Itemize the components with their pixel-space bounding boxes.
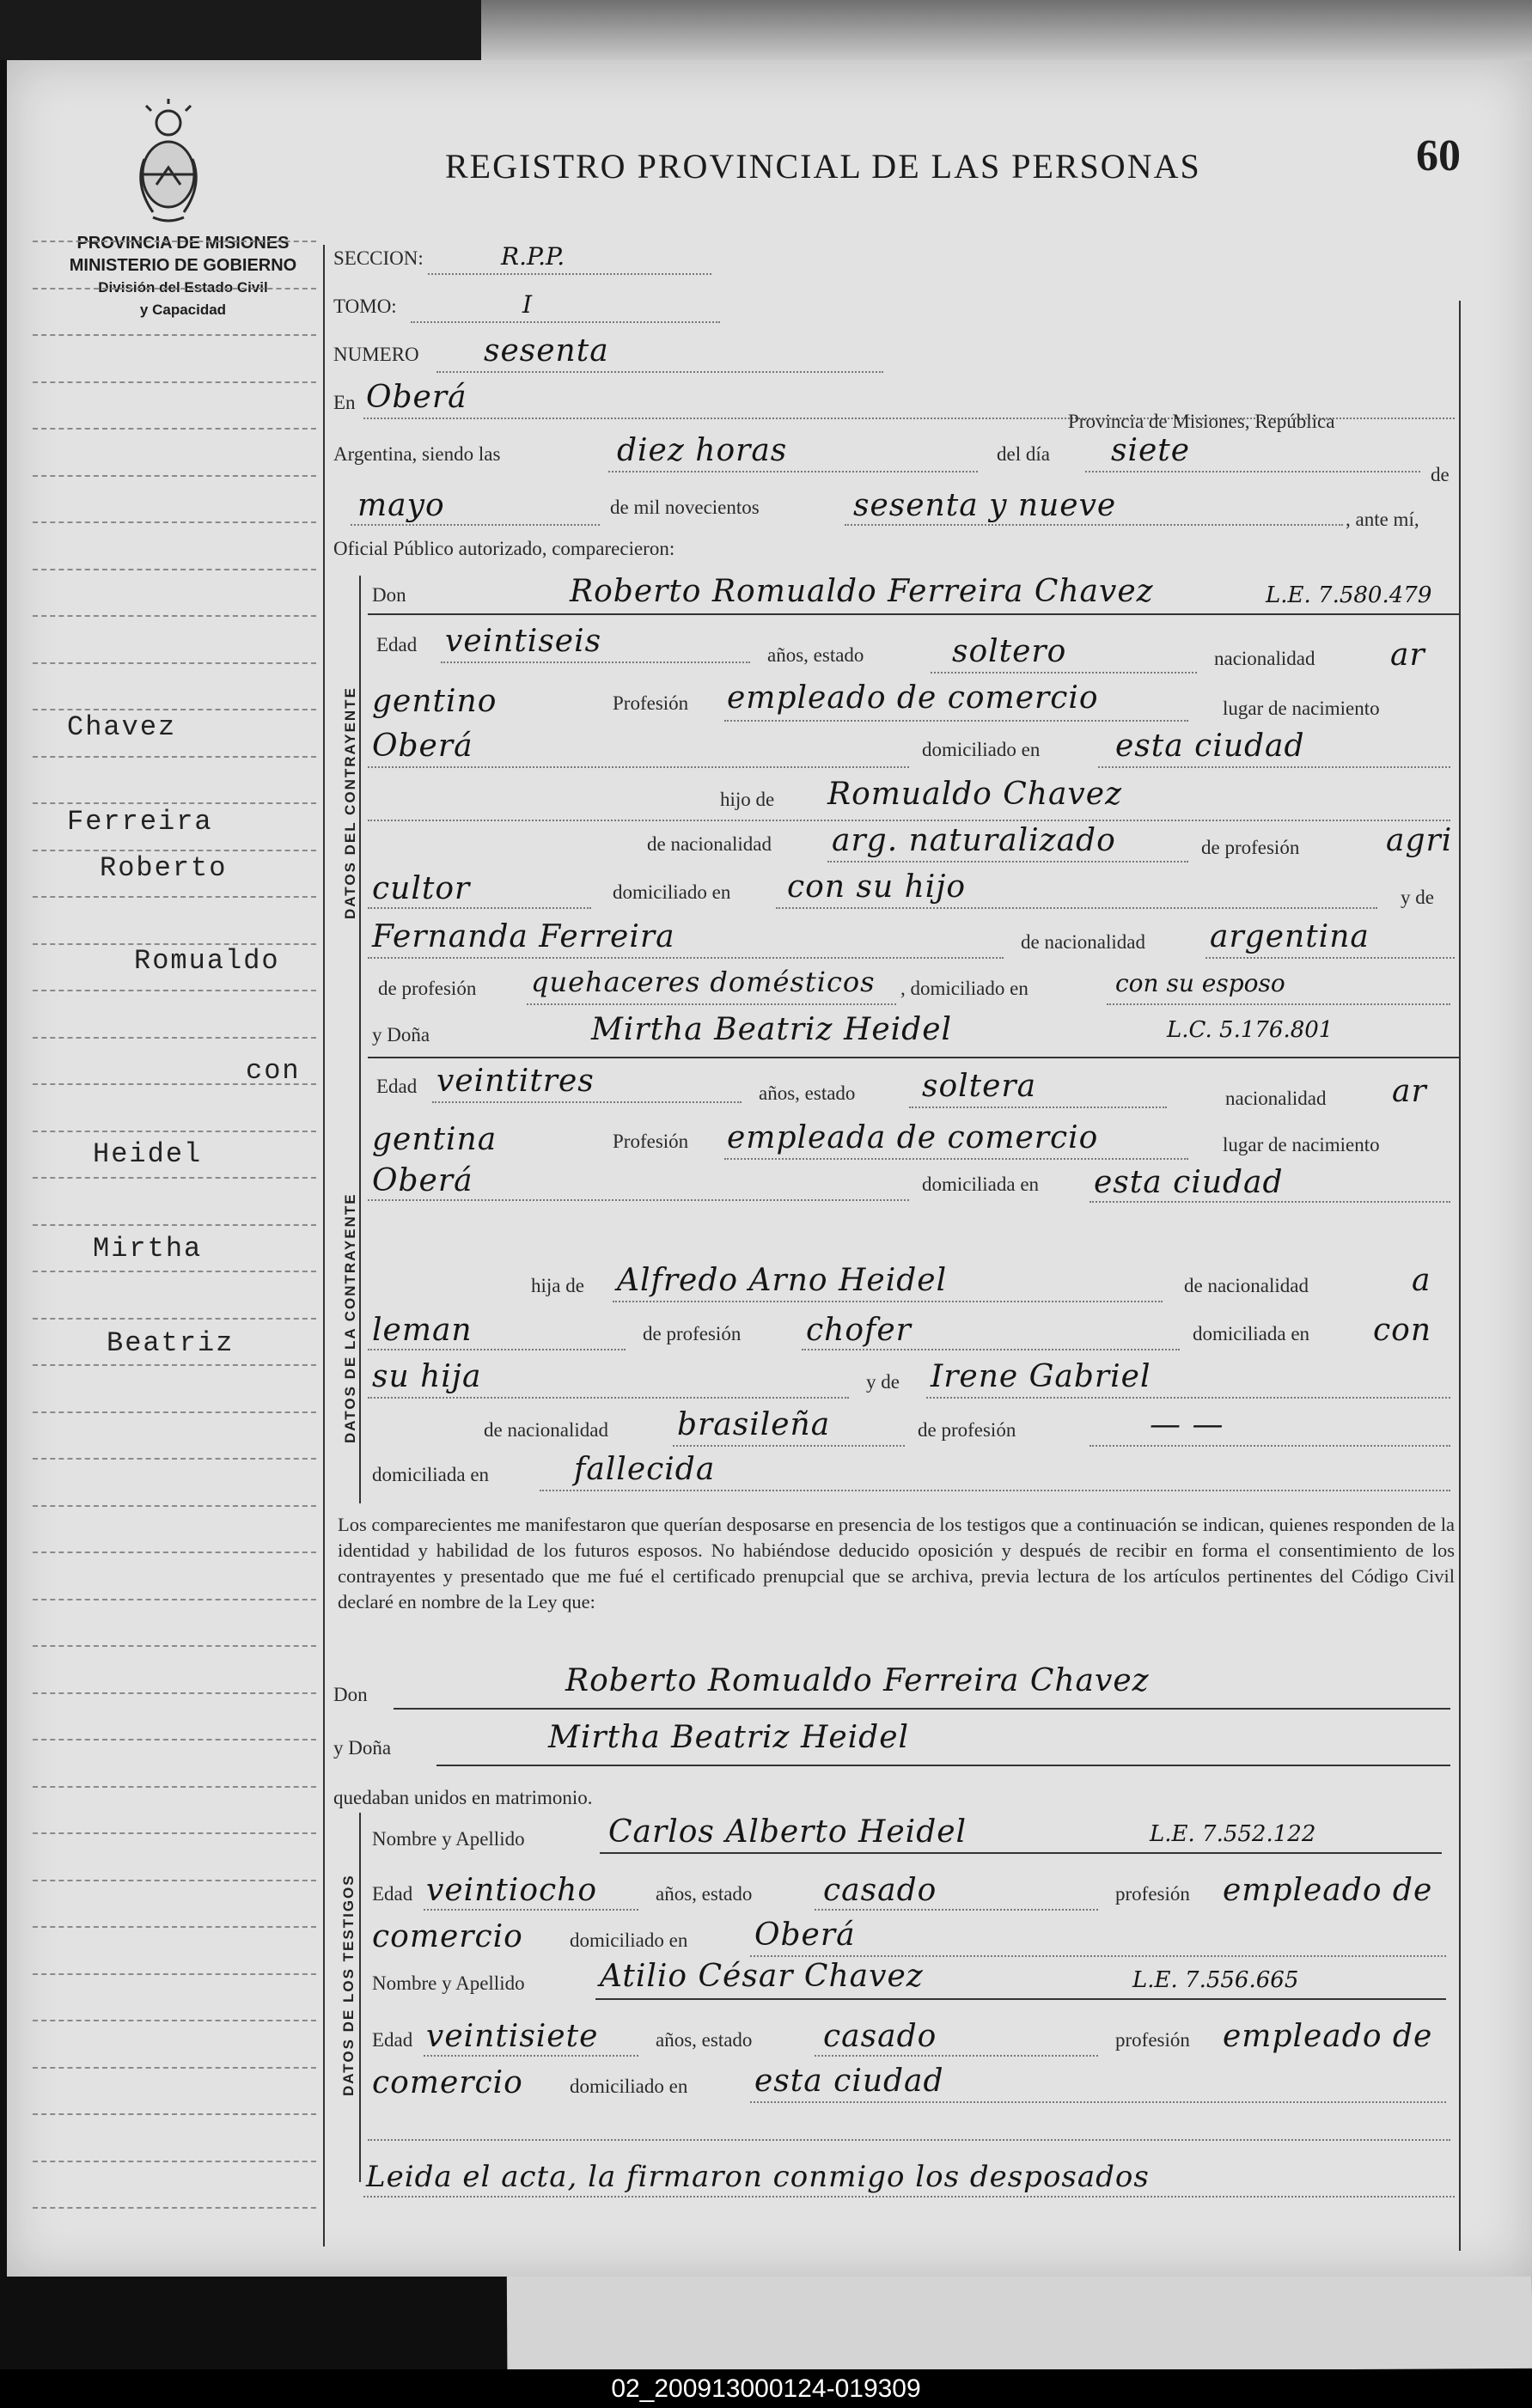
don-label: Don: [372, 584, 406, 606]
page-number: 60: [1416, 131, 1461, 180]
section-bracket: [359, 576, 361, 1074]
margin-ruling-line: [33, 896, 316, 898]
madre-prof-label-2: de profesión: [918, 1419, 1016, 1441]
hora-value: diez horas: [617, 433, 788, 468]
margin-ruling-line: [33, 1318, 316, 1320]
tomo-value: I: [522, 290, 533, 319]
margin-ruling-line: [33, 1411, 316, 1413]
margin-ruling-line: [33, 1786, 316, 1788]
org-header: [41, 232, 325, 321]
margin-ruling-line: [33, 475, 316, 477]
lugar-label: lugar de nacimiento: [1223, 698, 1380, 719]
t2-profession-part1: empleado de: [1223, 2019, 1433, 2054]
margin-ruling-line: [33, 756, 316, 758]
groom-mother-profession: quehaceres domésticos: [531, 966, 876, 998]
margin-ruling-line: [33, 381, 316, 383]
t1-edad-label: Edad: [372, 1883, 413, 1905]
t1-address: Oberá: [754, 1917, 856, 1953]
anio-value: sesenta y nueve: [853, 488, 1117, 523]
margin-ruling-line: [33, 521, 316, 523]
bride-nationality-part2: gentina: [372, 1122, 497, 1157]
tomo-label: TOMO:: [333, 296, 397, 317]
groom-mother-address: con su esposo: [1115, 969, 1285, 997]
declaration-paragraph: Los comparecientes me manifestaron que querían desposarse en presencia de los testigos que a continuación se indican, quienes responden de la identidad y habilidad de los futuros esposos. No habiéndose deducido oposición y después de recibir en forma el consentimiento de los contrayentes y presentado que me fué el certificado prenupcial que se archiva, previa lectura de los artículos pertinentes del Código Civil declaré en nombre de la Ley que:: [338, 1514, 1455, 1612]
margin-ruling-line: [33, 1926, 316, 1928]
margin-ruling-line: [33, 1458, 316, 1460]
margin-ruling-line: [33, 569, 316, 570]
margin-ruling-line: [33, 1692, 316, 1694]
groom-age: veintiseis: [445, 624, 602, 659]
decl-closing: quedaban unidos en matrimonio.: [333, 1787, 593, 1808]
bride-father-address-part1: con: [1373, 1313, 1432, 1348]
filename-label: 02_200913000124-019309: [611, 2374, 921, 2403]
oficial-text: Oficial Público autorizado, comparecieron:: [333, 538, 675, 559]
groom-father-address: con su hijo: [787, 869, 967, 905]
domiciliada-label: domiciliada en: [922, 1174, 1040, 1195]
section-label-contrayente-2: DATOS DE LA CONTRAYENTE: [342, 1192, 358, 1443]
t1-name: Carlos Alberto Heidel: [608, 1814, 967, 1850]
margin-ruling-line: [33, 1505, 316, 1507]
de-label: de: [1431, 464, 1450, 485]
ante-mi-label: , ante mí,: [1346, 509, 1419, 530]
t1-doc: L.E. 7.552.122: [1150, 1821, 1316, 1847]
padre-dom-label: domiciliada en: [1193, 1323, 1310, 1344]
bride-doc: L.C. 5.176.801: [1167, 1017, 1334, 1043]
margin-ruling-line: [33, 615, 316, 617]
margin-ruling-line: [33, 1364, 316, 1366]
margin-ruling-line: [33, 288, 316, 290]
domiciliado-en-label: domiciliado en: [613, 881, 731, 903]
bride-father: Alfredo Arno Heidel: [617, 1263, 948, 1298]
coat-of-arms-emblem: [127, 99, 210, 228]
margin-ruling-line: [33, 1880, 316, 1881]
t2-edad-label: Edad: [372, 2029, 413, 2051]
org-line-ministry: MINISTERIO DE GOBIERNO: [69, 256, 297, 275]
groom-father-profession-part2: cultor: [372, 871, 471, 906]
madre-dom-label-2: domiciliada en: [372, 1464, 490, 1485]
hijo-de-label: hijo de: [720, 789, 775, 810]
madre-dom-label: , domiciliado en: [900, 978, 1028, 999]
t2-estado-label: años, estado: [656, 2029, 753, 2051]
section-label-contrayente: DATOS DEL CONTRAYENTE: [342, 686, 358, 919]
bride-profession: empleada de comercio: [727, 1120, 1099, 1155]
profesion-label: Profesión: [613, 692, 689, 714]
margin-ruling-line: [33, 1224, 316, 1226]
t1-domiciliado-label: domiciliado en: [570, 1929, 688, 1951]
org-line-province: PROVINCIA DE MISIONES: [76, 234, 290, 253]
nacionalidad-label-2: nacionalidad: [1225, 1088, 1327, 1109]
anios-estado-label-2: años, estado: [759, 1082, 856, 1104]
margin-ruling-line: [33, 2207, 316, 2209]
margin-ruling-line: [33, 1037, 316, 1039]
t1-status: casado: [823, 1873, 937, 1908]
margin-note: Chavez: [67, 711, 177, 743]
groom-name: Roberto Romualdo Ferreira Chavez: [570, 574, 1154, 609]
t2-address: esta ciudad: [754, 2064, 944, 2099]
en-label: En: [333, 392, 356, 413]
margin-ruling-line: [33, 802, 316, 804]
section-label-testigos: DATOS DE LOS TESTIGOS: [340, 1874, 357, 2096]
groom-mother-nationality: argentina: [1210, 919, 1370, 954]
bride-address: esta ciudad: [1094, 1165, 1284, 1200]
t1-nombre-label: Nombre y Apellido: [372, 1828, 525, 1850]
numero-value: sesenta: [484, 333, 609, 369]
en-value: Oberá: [366, 380, 467, 415]
domiciliado-label: domiciliado en: [922, 739, 1041, 760]
org-line-division: División del Estado Civil: [98, 279, 268, 296]
margin-ruling-line: [33, 1973, 316, 1975]
profesion-label-2: Profesión: [613, 1131, 689, 1152]
bride-father-profession: chofer: [806, 1313, 912, 1348]
groom-marital-status: soltero: [952, 634, 1067, 669]
t1-estado-label: años, estado: [656, 1883, 753, 1905]
groom-father-nationality: arg. naturalizado: [832, 823, 1116, 858]
margin-ruling-line: [33, 1177, 316, 1179]
margin-ruling-line: [33, 1271, 316, 1272]
groom-mother: Fernanda Ferreira: [372, 919, 675, 954]
t1-profession-part2: comercio: [372, 1919, 523, 1954]
de-nac-label-2: de nacionalidad: [1184, 1275, 1309, 1296]
margin-ruling-line: [33, 1832, 316, 1834]
seccion-label: SECCION:: [333, 247, 424, 269]
filename-bar: [0, 2369, 1532, 2408]
underlying-page-top: [481, 0, 1532, 69]
margin-ruling-line: [33, 1645, 316, 1647]
margin-ruling-line: [33, 334, 316, 336]
groom-father-profession-part1: agri: [1386, 823, 1453, 858]
decl-dona-label: y Doña: [333, 1737, 392, 1759]
groom-doc: L.E. 7.580.479: [1266, 582, 1432, 608]
groom-father: Romualdo Chavez: [827, 777, 1123, 812]
margin-note: Romualdo: [134, 945, 280, 977]
bride-father-nationality-part1: a: [1412, 1263, 1431, 1298]
t2-doc: L.E. 7.556.665: [1132, 1967, 1299, 1993]
t2-status: casado: [823, 2019, 937, 2054]
hija-de-label: hija de: [531, 1275, 584, 1296]
margin-note: Beatriz: [107, 1327, 235, 1359]
margin-ruling-line: [33, 2020, 316, 2021]
numero-label: NUMERO: [333, 344, 419, 365]
bride-father-nationality-part2: leman: [372, 1313, 473, 1348]
page-title: REGISTRO PROVINCIAL DE LAS PERSONAS: [445, 147, 1201, 186]
t1-profession-part1: empleado de: [1223, 1873, 1433, 1908]
bride-nationality-part1: ar: [1392, 1074, 1427, 1109]
margin-note: Roberto: [100, 852, 228, 884]
provincia-text: Provincia de Misiones, República: [1068, 411, 1335, 432]
groom-profession: empleado de comercio: [727, 680, 1099, 716]
margin-ruling-line: [33, 1739, 316, 1740]
margin-ruling-line: [33, 2161, 316, 2162]
margin-note: Ferreira: [67, 806, 213, 838]
bride-mother-address: fallecida: [574, 1452, 716, 1487]
margin-note: Heidel: [93, 1138, 203, 1170]
groom-nationality-part1: ar: [1390, 637, 1425, 673]
de-nac-label: de nacionalidad: [647, 833, 772, 855]
t2-nombre-label: Nombre y Apellido: [372, 1972, 525, 1994]
edad-label-2: Edad: [376, 1076, 418, 1097]
margin-ruling-line: [33, 1131, 316, 1132]
bride-mother-nationality: brasileña: [677, 1407, 831, 1442]
groom-birthplace: Oberá: [372, 728, 473, 764]
madre-nac-label: de nacionalidad: [1021, 931, 1145, 953]
margin-ruling-line: [33, 990, 316, 991]
margin-ruling-line: [33, 850, 316, 851]
bride-age: veintitres: [436, 1064, 595, 1099]
bride-birthplace: Oberá: [372, 1163, 473, 1198]
t1-profesion-label: profesión: [1115, 1883, 1190, 1905]
section-bracket: [359, 1074, 361, 1503]
decl-don-label: Don: [333, 1684, 368, 1705]
y-de-label-2: y de: [866, 1371, 900, 1393]
margin-ruling-line: [33, 2113, 316, 2115]
de-mil-label: de mil novecientos: [610, 497, 760, 518]
argentina-text: Argentina, siendo las: [333, 443, 501, 465]
dona-label: y Doña: [372, 1024, 430, 1045]
margin-ruling-line: [33, 241, 316, 242]
margin-note: Mirtha: [93, 1233, 203, 1265]
bride-mother: Irene Gabriel: [931, 1359, 1151, 1394]
org-line-capacity: y Capacidad: [139, 302, 227, 318]
bride-mother-profession: — —: [1150, 1407, 1224, 1442]
seccion-value: R.P.P.: [501, 242, 565, 271]
madre-nac-label-2: de nacionalidad: [484, 1419, 608, 1441]
mes-value: mayo: [357, 488, 445, 523]
margin-ruling-line: [33, 1551, 316, 1553]
decl-groom-name: Roberto Romualdo Ferreira Chavez: [565, 1663, 1150, 1698]
bride-name: Mirtha Beatriz Heidel: [591, 1012, 953, 1047]
t2-profesion-label: profesión: [1115, 2029, 1190, 2051]
t2-name: Atilio César Chavez: [600, 1959, 924, 1994]
margin-ruling-line: [33, 662, 316, 664]
margin-note: con: [246, 1055, 301, 1087]
margin-ruling-line: [33, 1599, 316, 1600]
section-bracket: [359, 1813, 361, 2182]
de-prof-label: de profesión: [1201, 837, 1300, 858]
t2-domiciliado-label: domiciliado en: [570, 2076, 688, 2097]
margin-ruling-line: [33, 428, 316, 430]
de-prof-label-2: de profesión: [643, 1323, 742, 1344]
right-border: [1459, 301, 1461, 2251]
margin-divider: [323, 245, 325, 2246]
dia-value: siete: [1111, 433, 1191, 468]
margin-ruling-line: [33, 709, 316, 710]
closing-line: Leida el acta, la firmaron conmigo los desposados: [366, 2160, 1150, 2194]
del-dia-label: del día: [997, 443, 1050, 465]
groom-address: esta ciudad: [1115, 728, 1305, 764]
t1-age: veintiocho: [426, 1873, 598, 1908]
bride-father-address-part2: su hija: [372, 1359, 482, 1394]
groom-nationality-part2: gentino: [372, 684, 497, 719]
edad-label: Edad: [376, 634, 418, 655]
register-page: [7, 60, 1532, 2277]
nacionalidad-label: nacionalidad: [1214, 648, 1315, 669]
margin-ruling-line: [33, 2067, 316, 2069]
anios-estado-label: años, estado: [767, 644, 864, 666]
bride-marital-status: soltera: [922, 1069, 1037, 1104]
t2-age: veintisiete: [426, 2019, 599, 2054]
decl-bride-name: Mirtha Beatriz Heidel: [548, 1720, 910, 1755]
lugar-label-2: lugar de nacimiento: [1223, 1134, 1380, 1155]
y-de-label: y de: [1401, 887, 1434, 908]
madre-prof-label: de profesión: [378, 978, 477, 999]
t2-profession-part2: comercio: [372, 2065, 523, 2100]
